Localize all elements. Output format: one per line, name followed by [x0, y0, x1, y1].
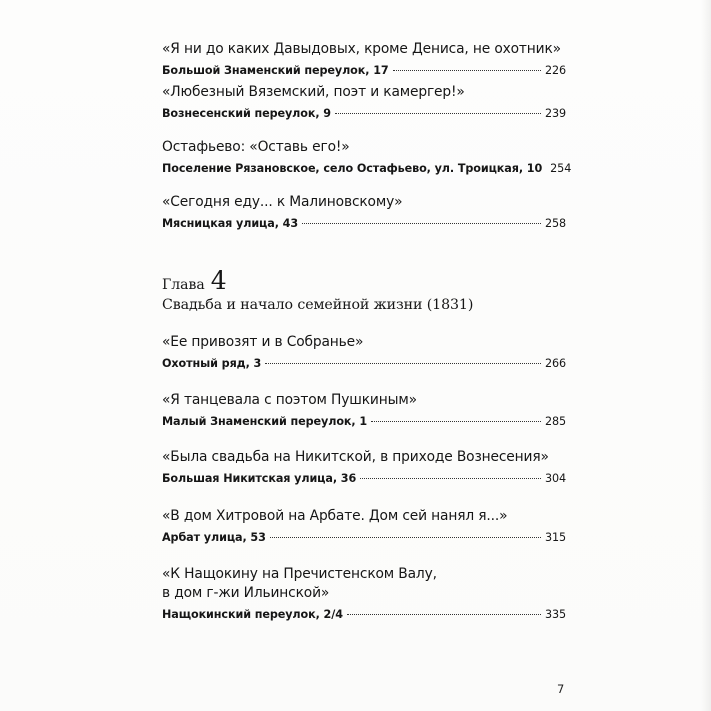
- toc-entry-address: Большой Знаменский переулок, 17: [162, 64, 389, 77]
- toc-entry-line: [162, 63, 566, 78]
- toc-entry-title: «Ее привозят и в Собранье»: [162, 334, 364, 350]
- toc-entry-title: «Сегодня еду... к Малиновскому»: [162, 194, 403, 210]
- toc-entry-title: «В дом Хитровой на Арбате. Дом сей нанял я...»: [162, 508, 508, 524]
- chapter-title: Свадьба и начало семейной жизни (1831): [162, 297, 474, 313]
- dot-leader: [335, 113, 541, 114]
- toc-entry-page: 258: [544, 217, 566, 230]
- toc-entry: [162, 391, 566, 429]
- toc-entry-address: Нащокинский переулок, 2/4: [162, 608, 343, 621]
- toc-entry-page: 239: [544, 107, 566, 120]
- toc-entry: [162, 565, 566, 622]
- toc-entry-address: Поселение Рязановское, село Остафьево, ул. Троицкая, 10: [162, 162, 543, 175]
- toc-entry-title: «Любезный Вяземский, поэт и камергер!»: [162, 84, 465, 100]
- toc-entry: [162, 507, 566, 545]
- toc-entry-page: 254: [550, 162, 572, 175]
- toc-entry-line: [162, 530, 566, 545]
- toc-entry-page: 285: [544, 415, 566, 428]
- toc-entry: [162, 448, 566, 486]
- toc-entry-line: [162, 106, 566, 121]
- chapter-word: Глава: [162, 277, 205, 293]
- dot-leader: [265, 363, 541, 364]
- toc-entry-line: [162, 356, 566, 371]
- toc-entry-page: 315: [544, 531, 566, 544]
- dot-leader: [371, 421, 541, 422]
- toc-entry: [162, 333, 566, 371]
- toc-entry: [162, 138, 572, 176]
- dot-leader: [347, 614, 541, 615]
- toc-entry-address: Мясницкая улица, 43: [162, 217, 299, 230]
- toc-entry-title: «Я танцевала с поэтом Пушкиным»: [162, 392, 417, 408]
- toc-entry-line: [162, 607, 566, 622]
- toc-entry-line: [162, 216, 566, 231]
- dot-leader: [302, 223, 541, 224]
- chapter-heading: [162, 266, 566, 314]
- toc-entry-address: Вознесенский переулок, 9: [162, 107, 331, 120]
- toc-entry-line: [162, 471, 566, 486]
- toc-entry-line: [162, 414, 566, 429]
- toc-entry-title-line2: в дом г-жи Ильинской»: [162, 585, 330, 601]
- toc-entry: [162, 40, 566, 78]
- toc-entry: [162, 83, 566, 121]
- toc-entry-title: Остафьево: «Оставь его!»: [162, 139, 350, 155]
- toc-entry-page: 304: [544, 472, 566, 485]
- page-number: 7: [557, 682, 565, 696]
- dot-leader: [360, 478, 541, 479]
- toc-entry-address: Охотный ряд, 3: [162, 357, 262, 370]
- toc-entry-page: 226: [544, 64, 566, 77]
- toc-entry-page: 335: [544, 608, 566, 621]
- toc-entry-title-line1: «К Нащокину на Пречистенском Валу,: [162, 566, 437, 582]
- toc-entry-line: [162, 161, 572, 176]
- dot-leader: [270, 537, 541, 538]
- toc-entry-address: Малый Знаменский переулок, 1: [162, 415, 368, 428]
- toc-entry: [162, 193, 566, 231]
- toc-entry-title: «Была свадьба на Никитской, в приходе Вознесения»: [162, 449, 549, 465]
- toc-entry-address: Арбат улица, 53: [162, 531, 266, 544]
- toc-entry-address: Большая Никитская улица, 36: [162, 472, 357, 485]
- chapter-label: [162, 266, 566, 295]
- toc-entry-title: «Я ни до каких Давыдовых, кроме Дениса, не охотник»: [162, 41, 561, 57]
- page-fold-shadow: [701, 0, 711, 711]
- chapter-number: 4: [210, 266, 227, 295]
- toc-entry-page: 266: [544, 357, 566, 370]
- dot-leader: [393, 70, 541, 71]
